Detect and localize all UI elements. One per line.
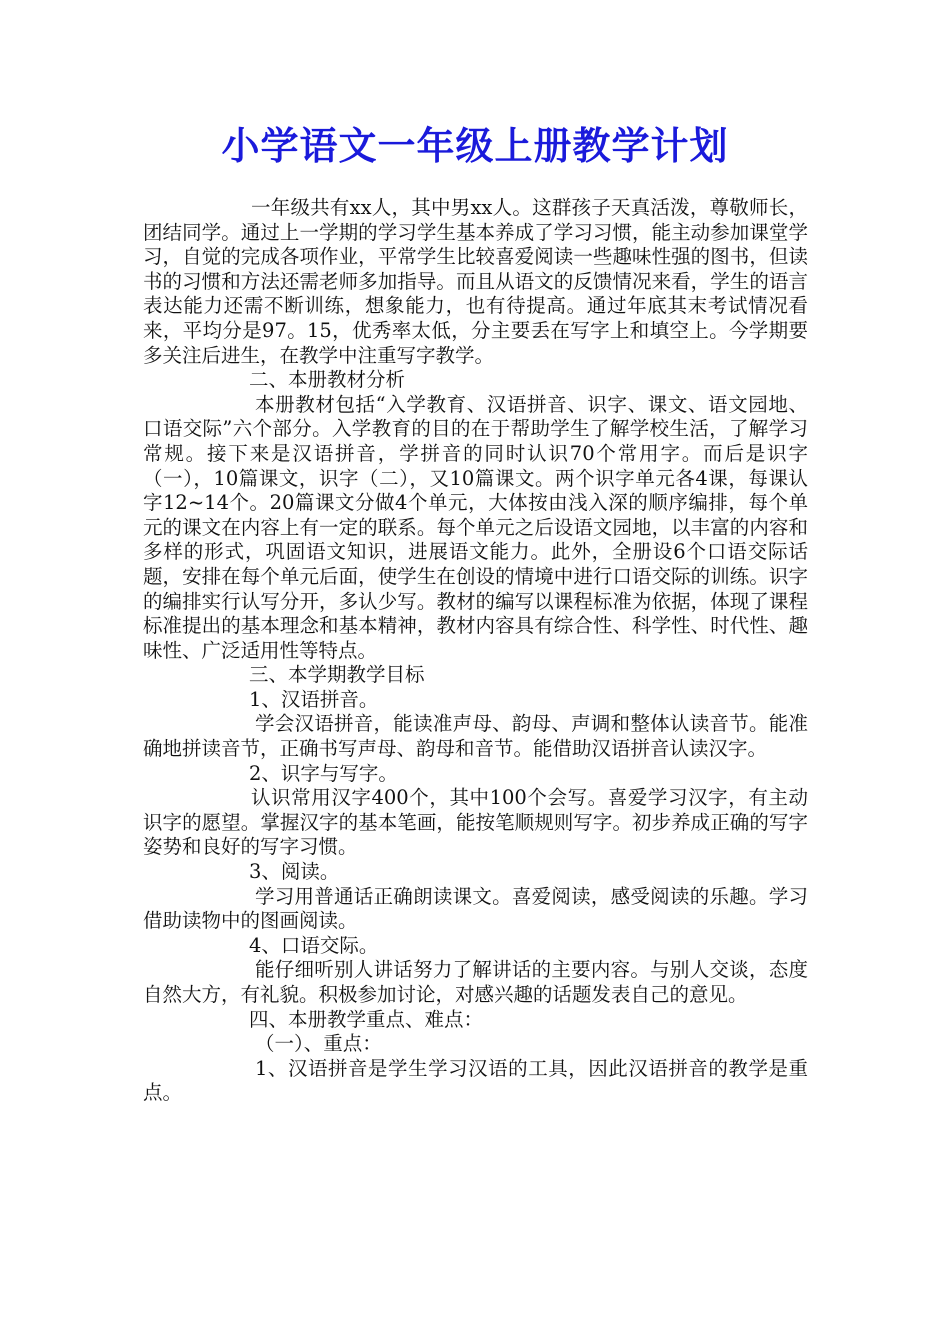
paragraph-literacy-goals: 认识常用汉字400个，其中100个会写。喜爱学习汉字，有主动识字的愿望。掌握汉字的基本笔画，能按笔顺规则写字。初步养成正确的写字姿势和良好的写字习惯。 bbox=[143, 786, 808, 859]
paragraph-oral-goals: 能仔细听别人讲话努力了解讲话的主要内容。与别人交谈，态度自然大方，有礼貌。积极参加讨论，对感兴趣的话题发表自己的意见。 bbox=[143, 958, 808, 1006]
subheading-pinyin: 1、汉语拼音。 bbox=[249, 687, 379, 711]
section-heading-textbook-analysis: 二、本册教材分析 bbox=[249, 368, 406, 392]
section-heading-teaching-goals: 三、本学期教学目标 bbox=[249, 663, 425, 687]
paragraph-key-point-pinyin: 1、汉语拼音是学生学习汉语的工具，因此汉语拼音的教学是重点。 bbox=[143, 1056, 808, 1105]
subheading-reading: 3、阅读。 bbox=[249, 860, 340, 884]
subheading-key-points: （一）、重点： bbox=[255, 1032, 382, 1056]
document-title: 小学语文一年级上册教学计划 bbox=[221, 123, 729, 168]
section-heading-key-points: 四、本册教学重点、难点： bbox=[249, 1007, 484, 1031]
paragraph-pinyin-goals: 学会汉语拼音，能读准声母、韵母、声调和整体认读音节。能准确地拼读音节，正确书写声母、韵母和音节。能借助汉语拼音认读汉字。 bbox=[143, 712, 808, 761]
subheading-oral-communication: 4、口语交际。 bbox=[249, 933, 379, 957]
paragraph-class-overview: 一年级共有xx人，其中男xx人。这群孩子天真活泼，尊敬师长，团结同学。通过上一学期的学习学生基本养成了学习习惯，能主动参加课堂学习，自觉的完成各项作业，平常学生比较喜爱阅读一些趣味性强的图书，但读书的习惯和方法还需老师多加指导。而且从语文的反馈情况来看，学生的语言表达能力还需不断训练，想象能力，也有待提高。通过年底其末考试情况看来，平均分是97。15，优秀率太低，分主要丢在写字上和填空上。今学期要多关注后进生，在教学中注重写字教学。 bbox=[143, 196, 808, 367]
subheading-literacy-writing: 2、识字与写字。 bbox=[249, 761, 398, 785]
document-body bbox=[143, 196, 808, 1106]
paragraph-textbook-analysis: 本册教材包括“入学教育、汉语拼音、识字、课文、语文园地、口语交际”六个部分。入学教育的目的在于帮助学生了解学校生活，了解学习常规。接下来是汉语拼音，学拼音的同时认识70个常用字。而后是识字（一），10篇课文，识字（二），又10篇课文。两个识字单元各4课，每课认字12~14个。20篇课文分做4个单元，大体按由浅入深的顺序编排，每个单元的课文在内容上有一定的联系。每个单元之后设语文园地，以丰富的内容和多样的形式，巩固语文知识，进展语文能力。此外，全册设6个口语交际话题，安排在每个单元后面，使学生在创设的情境中进行口语交际的训练。识字的编排实行认写分开，多认少写。教材的编写以课程标准为依据，体现了课程标准提出的基本理念和基本精神，教材内容具有综合性、科学性、时代性、趣味性、广泛适用性等特点。 bbox=[143, 392, 808, 662]
paragraph-reading-goals: 学习用普通话正确朗读课文。喜爱阅读，感受阅读的乐趣。学习借助读物中的图画阅读。 bbox=[143, 884, 808, 933]
